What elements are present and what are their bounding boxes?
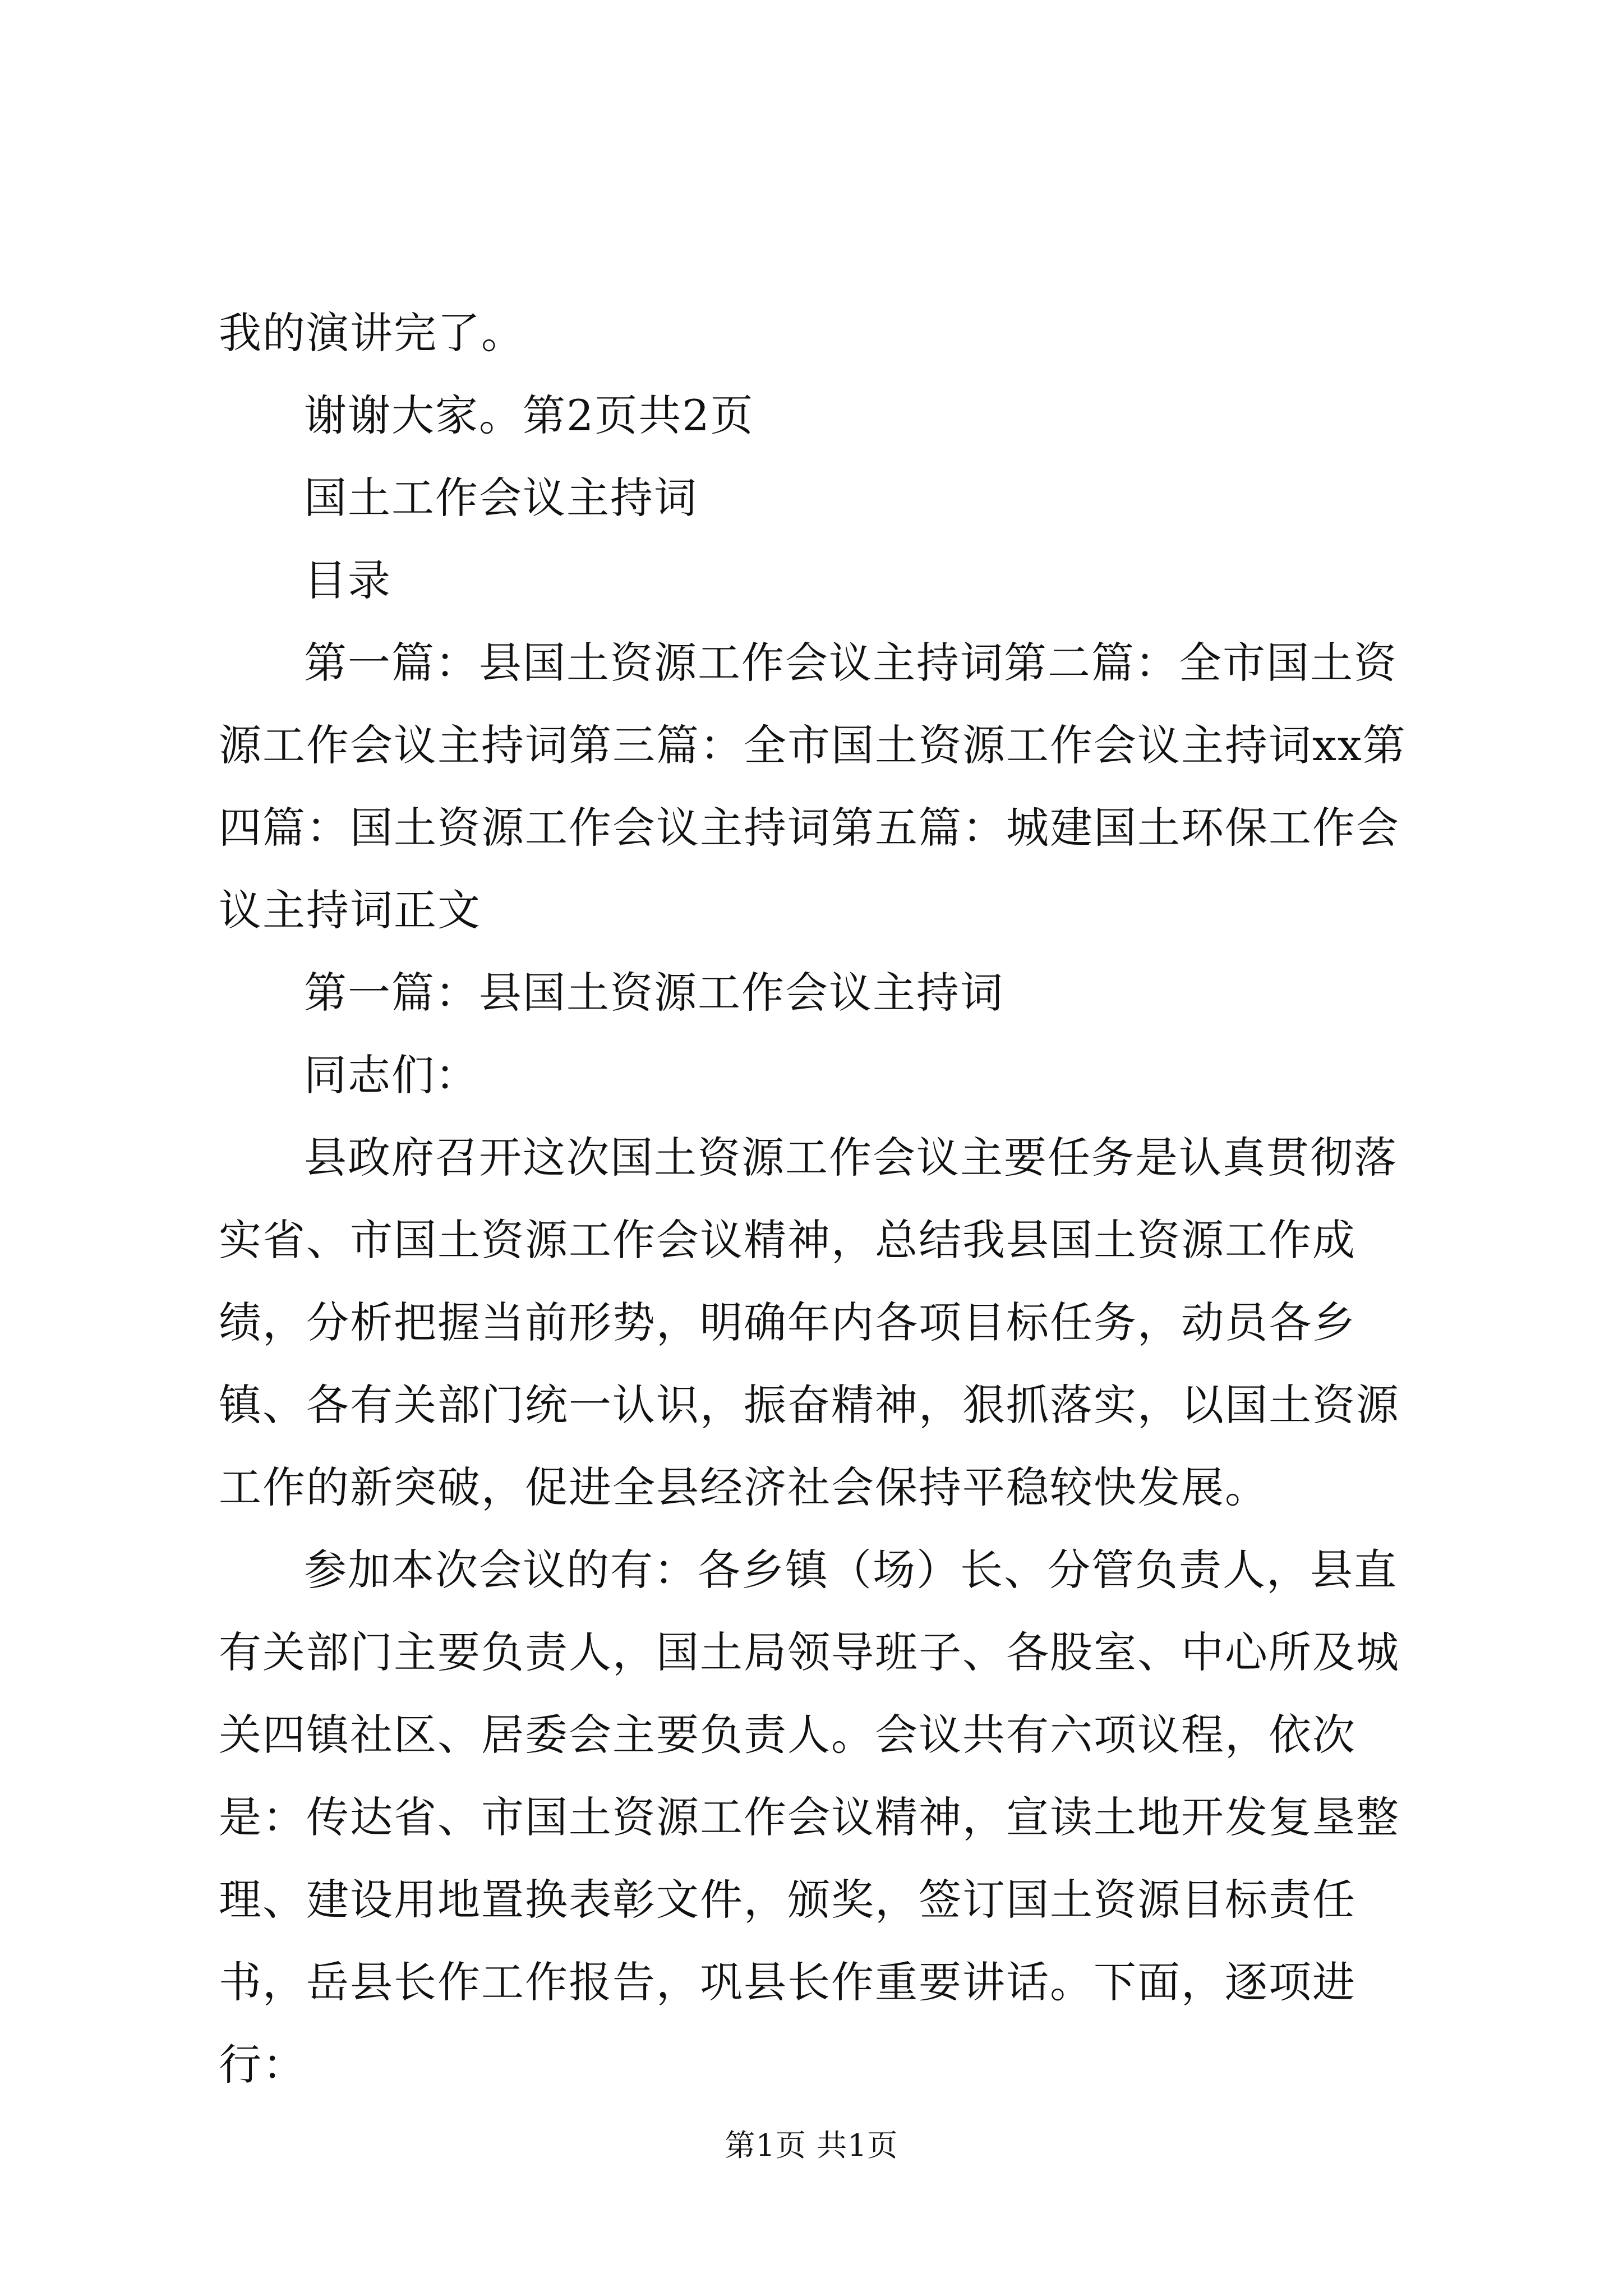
section-heading-part-one: 第一篇：县国土资源工作会议主持词 [304,968,1004,1018]
paragraph-meeting-purpose: 县政府召开这次国土资源工作会议主要任务是认真贯彻落实省、市国土资源工作会议精神，总结我县国土资源工作成绩，分析把握当前形势，明确年内各项目标任务，动员各乡镇、各有关部门统一认识，振奋精神，狠抓落实，以国土资源工作的新突破，促进全县经济社会保持平稳较快发展。 [219,1133,1400,1512]
document-body [219,292,1419,2106]
salutation: 同志们： [304,1050,479,1100]
toc-heading: 目录 [304,555,391,605]
paragraph-meeting-agenda: 参加本次会议的有：各乡镇（场）长、分管负责人，县直有关部门主要负责人，国土局领导班子、各股室、中心所及城关四镇社区、居委会主要负责人。会议共有六项议程，依次是：传达省、市国土资源工作会议精神，宣读土地开发复垦整理、建设用地置换表彰文件，颁奖，签订国土资源目标责任书，岳县长作工作报告，巩县长作重要讲话。下面，逐项进行： [219,1545,1400,2090]
paragraph-thanks: 谢谢大家。第2页共2页 [304,390,754,440]
document-title: 国土工作会议主持词 [304,473,698,523]
paragraph-closing-speech: 我的演讲完了。 [219,308,525,358]
page-footer: 第1页 共1页 [725,2128,898,2163]
toc-list: 第一篇：县国土资源工作会议主持词第二篇：全市国土资源工作会议主持词第三篇：全市国土资源工作会议主持词xx第四篇：国土资源工作会议主持词第五篇：城建国土环保工作会议主持词正文 [219,638,1407,935]
